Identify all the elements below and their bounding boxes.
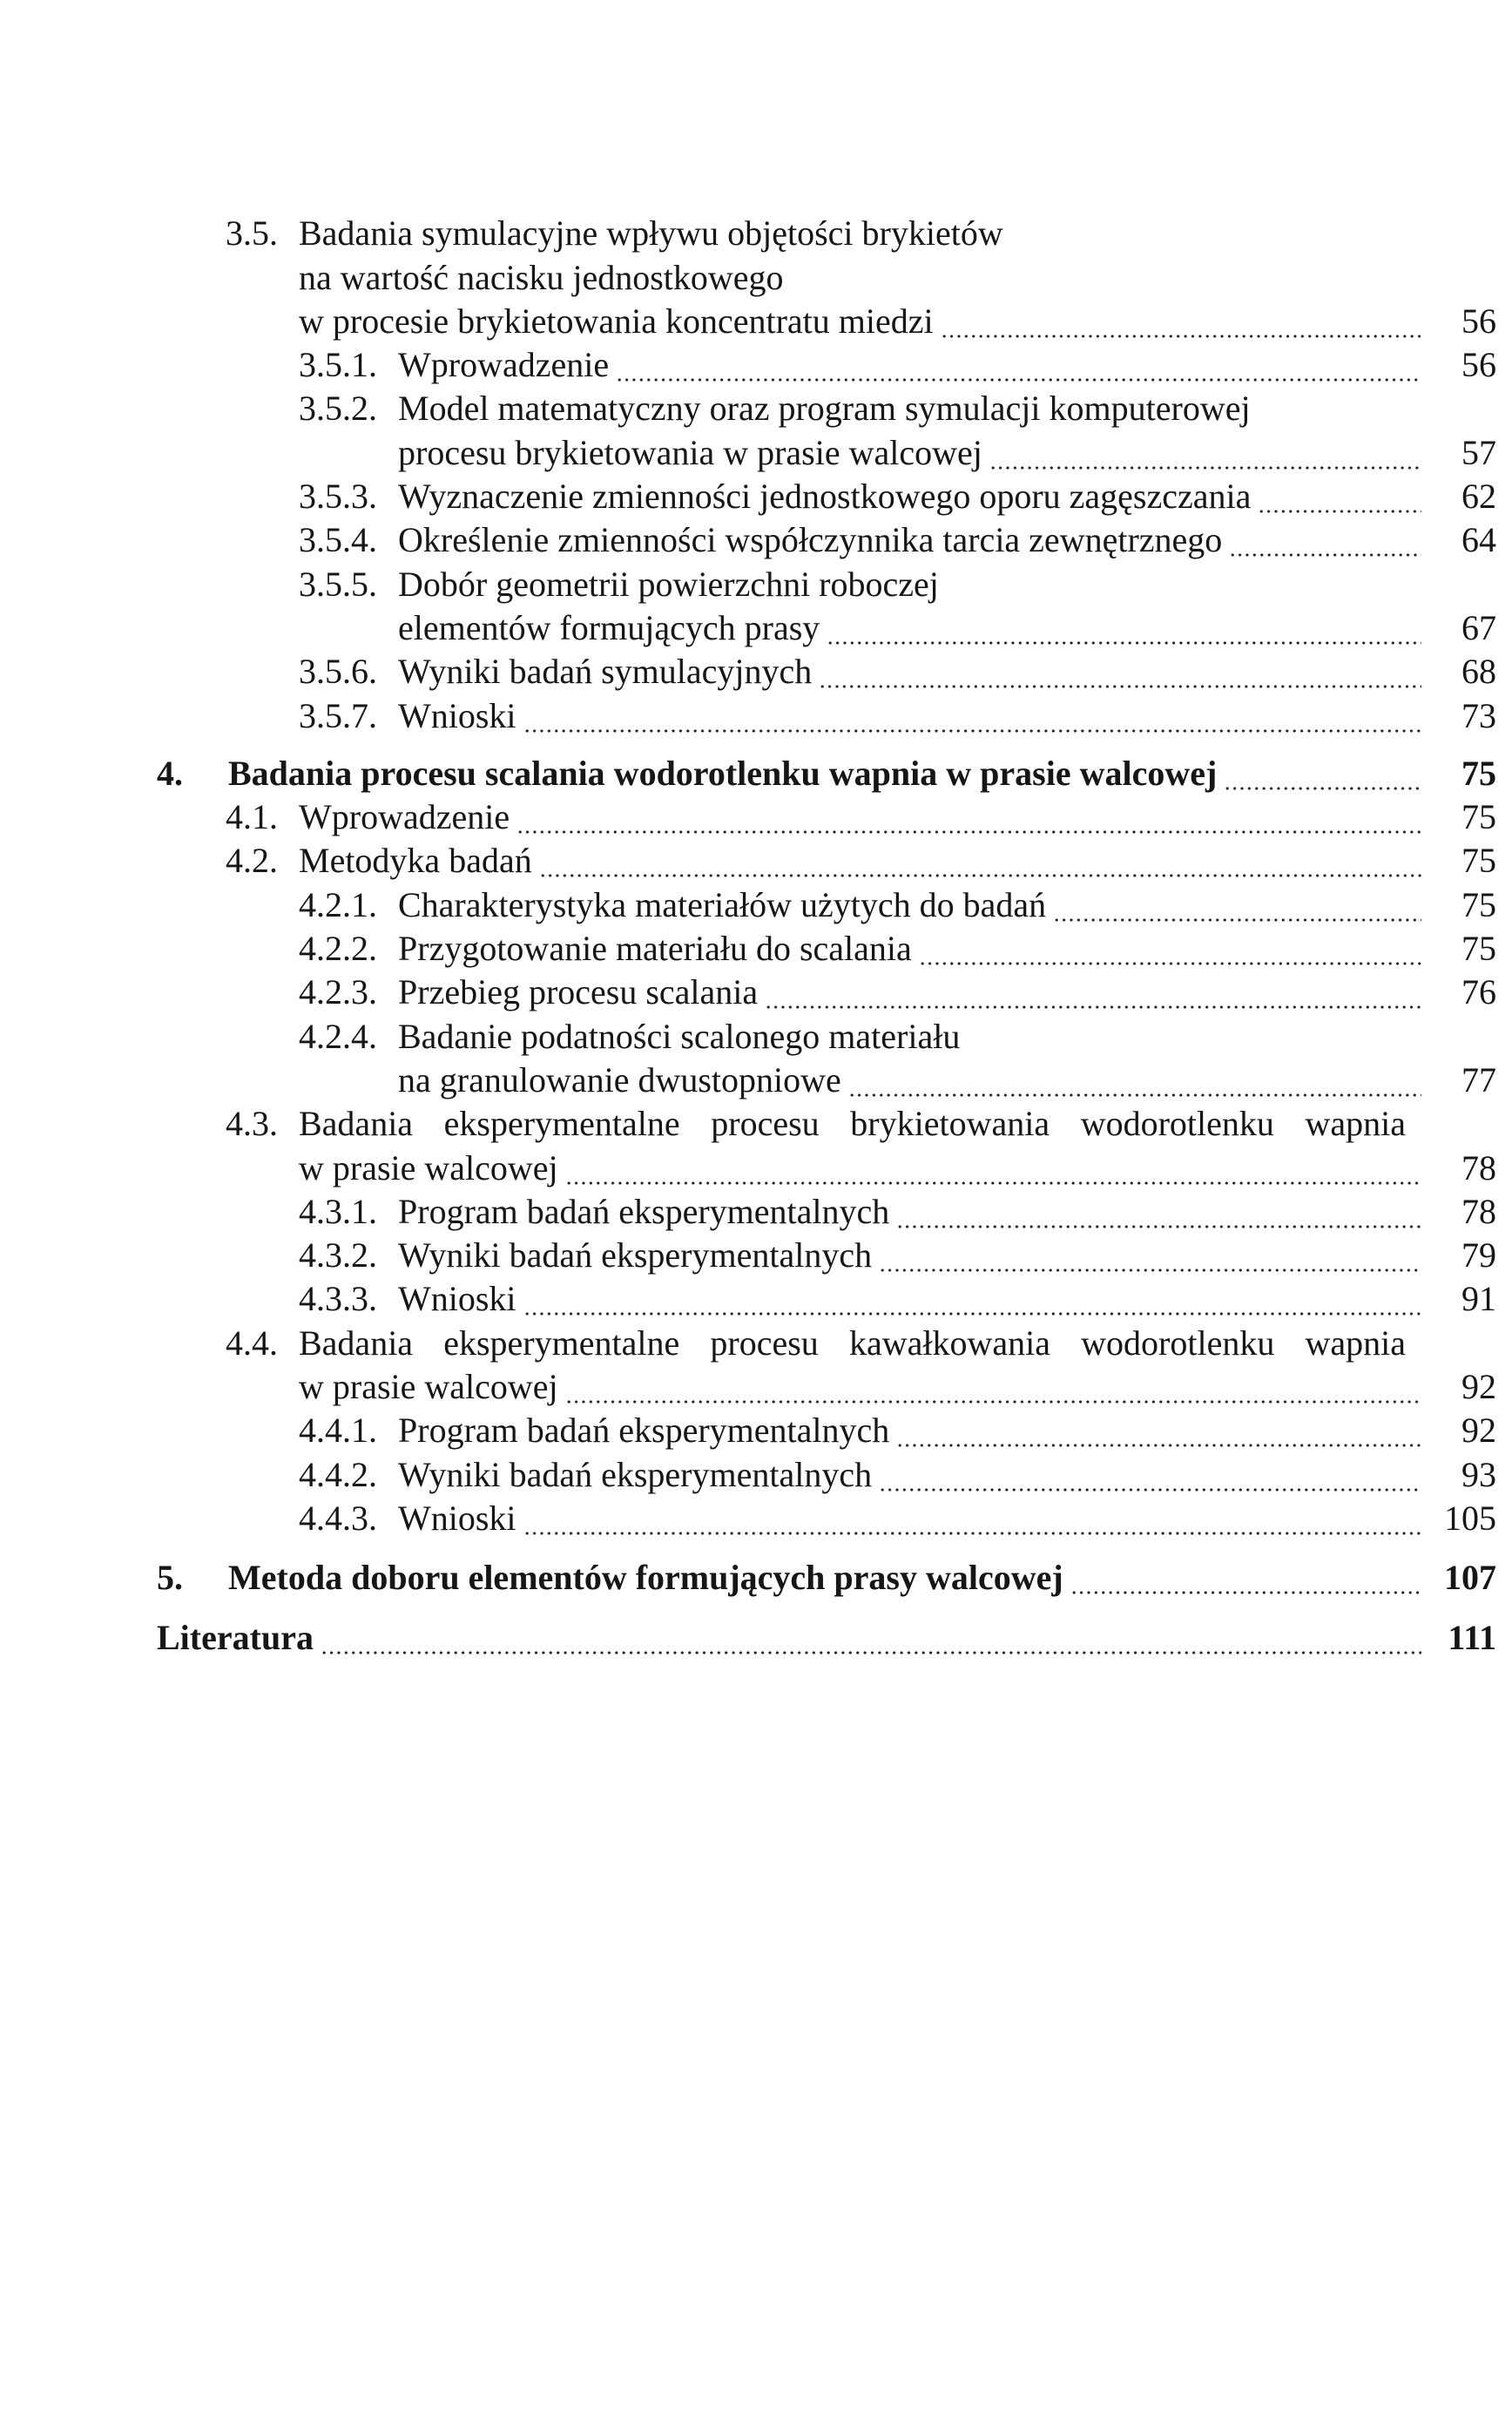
toc-entry (0, 1615, 1512, 1659)
dot-leader (827, 606, 1421, 650)
page-number: 92 (1461, 1367, 1496, 1407)
section-number: 4.3. (226, 1104, 278, 1144)
section-title: Badanie podatności scalonego materiału (398, 1016, 961, 1056)
page-number: 75 (1461, 753, 1496, 793)
dot-leader (919, 927, 1421, 971)
page-number: 93 (1461, 1454, 1496, 1494)
section-number: 4.4.2. (299, 1454, 377, 1494)
page-number: 64 (1461, 520, 1496, 560)
toc-entry (0, 694, 1512, 737)
dot-leader (896, 1409, 1421, 1452)
page-number: 57 (1461, 432, 1496, 472)
toc-entry (0, 927, 1512, 971)
page-number: 56 (1461, 345, 1496, 385)
toc-entry-line (0, 212, 1512, 255)
section-number: 3.5.5. (299, 564, 377, 604)
section-number: 4.3.3. (299, 1279, 377, 1319)
section-title: Literatura (157, 1617, 314, 1657)
section-title: Określenie zmienności współczynnika tarcia zewnętrznego (398, 520, 1223, 560)
section-title: Badania eksperymentalne procesu kawałkowania wodorotlenku wapnia (299, 1323, 1406, 1363)
section-number: 3.5.4. (299, 520, 377, 560)
section-number: 5. (157, 1558, 183, 1598)
toc-entry (0, 1452, 1512, 1496)
section-number: 3.5.2. (299, 389, 377, 429)
section-number: 4.3.2. (299, 1235, 377, 1275)
dot-leader (565, 1147, 1421, 1190)
toc-entry (0, 795, 1512, 839)
toc-entry (0, 1409, 1512, 1452)
page-number: 77 (1461, 1059, 1496, 1099)
page-number: 92 (1461, 1411, 1496, 1451)
page-number: 91 (1461, 1279, 1496, 1319)
dot-leader (989, 431, 1421, 475)
dot-leader (321, 1616, 1421, 1660)
section-title: elementów formujących prasy (398, 607, 820, 647)
section-number: 4.2. (226, 841, 278, 881)
section-title: Badania symulacyjne wpływu objętości brykietów (299, 213, 1003, 254)
page-number: 105 (1444, 1498, 1496, 1538)
section-number: 4.1. (226, 797, 278, 837)
dot-leader (1224, 752, 1421, 795)
section-number: 4.2.3. (299, 972, 377, 1012)
section-title: Przygotowanie materiału do scalania (398, 929, 912, 969)
dot-leader (539, 839, 1421, 883)
dot-leader (1229, 518, 1421, 562)
section-title: na wartość nacisku jednostkowego (299, 257, 784, 297)
section-title: Wyniki badań symulacyjnych (398, 652, 813, 692)
section-title: Charakterystyka materiałów użytych do badań (398, 884, 1047, 924)
page-number: 68 (1461, 652, 1496, 692)
toc-entry (0, 971, 1512, 1014)
toc-entry-line (0, 1321, 1512, 1364)
section-number: 4.2.4. (299, 1016, 377, 1056)
section-number: 3.5.6. (299, 652, 377, 692)
toc-entry-line (0, 387, 1512, 430)
toc-entry (0, 883, 1512, 926)
section-title: Program badań eksperymentalnych (398, 1411, 890, 1451)
section-number: 4.2.2. (299, 929, 377, 969)
toc-entry (0, 839, 1512, 883)
dot-leader (819, 650, 1421, 694)
page-number: 78 (1461, 1191, 1496, 1231)
section-title: Program badań eksperymentalnych (398, 1191, 890, 1231)
dot-leader (896, 1190, 1421, 1234)
dot-leader (1070, 1556, 1421, 1600)
section-title: Wnioski (398, 695, 516, 735)
dot-leader (765, 971, 1421, 1014)
toc-entry (0, 1190, 1512, 1234)
dot-leader (523, 1277, 1421, 1321)
toc-entry (0, 518, 1512, 562)
dot-leader (879, 1453, 1421, 1497)
toc-entry-line (0, 255, 1512, 299)
toc-entry (0, 1234, 1512, 1277)
toc-entry (0, 1497, 1512, 1540)
toc-entry (0, 1365, 1512, 1409)
section-title: Wnioski (398, 1279, 516, 1319)
section-title: Wyniki badań eksperymentalnych (398, 1235, 873, 1275)
dot-leader (1053, 883, 1421, 927)
toc-entry (0, 343, 1512, 387)
section-number: 4.4. (226, 1323, 278, 1363)
toc-entry (0, 430, 1512, 474)
section-title: w prasie walcowej (299, 1147, 558, 1187)
section-title: Wyniki badań eksperymentalnych (398, 1454, 873, 1494)
section-title: Przebieg procesu scalania (398, 972, 759, 1012)
page-number: 67 (1461, 607, 1496, 647)
dot-leader (1258, 475, 1421, 518)
toc-entry (0, 1277, 1512, 1321)
dot-leader (616, 343, 1421, 387)
section-number: 4. (157, 753, 183, 793)
page-number: 111 (1448, 1617, 1496, 1657)
page-number: 62 (1461, 477, 1496, 517)
section-number: 3.5. (226, 213, 278, 254)
section-title: w prasie walcowej (299, 1367, 558, 1407)
section-title: Wnioski (398, 1498, 516, 1538)
section-title: Badania procesu scalania wodorotlenku wapnia w prasie walcowej (228, 753, 1218, 793)
page-number: 75 (1461, 884, 1496, 924)
page-number: 107 (1444, 1558, 1496, 1598)
dot-leader (848, 1059, 1421, 1102)
section-title: na granulowanie dwustopniowe (398, 1059, 841, 1099)
toc-entry (0, 752, 1512, 795)
section-number: 3.5.3. (299, 477, 377, 517)
section-title: Badania eksperymentalne procesu brykietowania wodorotlenku wapnia (299, 1104, 1406, 1144)
toc-entry (0, 650, 1512, 694)
dot-leader (516, 795, 1421, 839)
section-number: 3.5.1. (299, 345, 377, 385)
section-number: 3.5.7. (299, 695, 377, 735)
section-title: Model matematyczny oraz program symulacji komputerowej (398, 389, 1251, 429)
dot-leader (941, 300, 1421, 343)
table-of-contents (0, 212, 1512, 1660)
toc-entry (0, 606, 1512, 650)
dot-leader (523, 1497, 1421, 1540)
page-number: 75 (1461, 929, 1496, 969)
toc-entry-line (0, 1014, 1512, 1058)
toc-entry (0, 1556, 1512, 1600)
section-title: w procesie brykietowania koncentratu miedzi (299, 301, 934, 341)
toc-entry (0, 475, 1512, 518)
section-title: Wprowadzenie (299, 797, 510, 837)
page-number: 75 (1461, 797, 1496, 837)
toc-entry-line (0, 1102, 1512, 1146)
page-number: 73 (1461, 695, 1496, 735)
section-number: 4.4.1. (299, 1411, 377, 1451)
section-title: Metoda doboru elementów formujących prasy walcowej (228, 1558, 1063, 1598)
dot-leader (523, 694, 1421, 738)
dot-leader (879, 1234, 1421, 1277)
page-number: 56 (1461, 301, 1496, 341)
section-title: Metodyka badań (299, 841, 532, 881)
page-number: 75 (1461, 841, 1496, 881)
toc-entry (0, 1059, 1512, 1102)
section-title: Dobór geometrii powierzchni roboczej (398, 564, 939, 604)
section-number: 4.3.1. (299, 1191, 377, 1231)
toc-entry (0, 300, 1512, 343)
toc-entry-line (0, 562, 1512, 606)
section-title: Wprowadzenie (398, 345, 610, 385)
page-number: 78 (1461, 1147, 1496, 1187)
section-number: 4.2.1. (299, 884, 377, 924)
section-title: procesu brykietowania w prasie walcowej (398, 432, 982, 472)
section-number: 4.4.3. (299, 1498, 377, 1538)
page-number: 79 (1461, 1235, 1496, 1275)
page-number: 76 (1461, 972, 1496, 1012)
section-title: Wyznaczenie zmienności jednostkowego oporu zagęszczania (398, 477, 1252, 517)
toc-entry (0, 1146, 1512, 1189)
dot-leader (565, 1365, 1421, 1409)
